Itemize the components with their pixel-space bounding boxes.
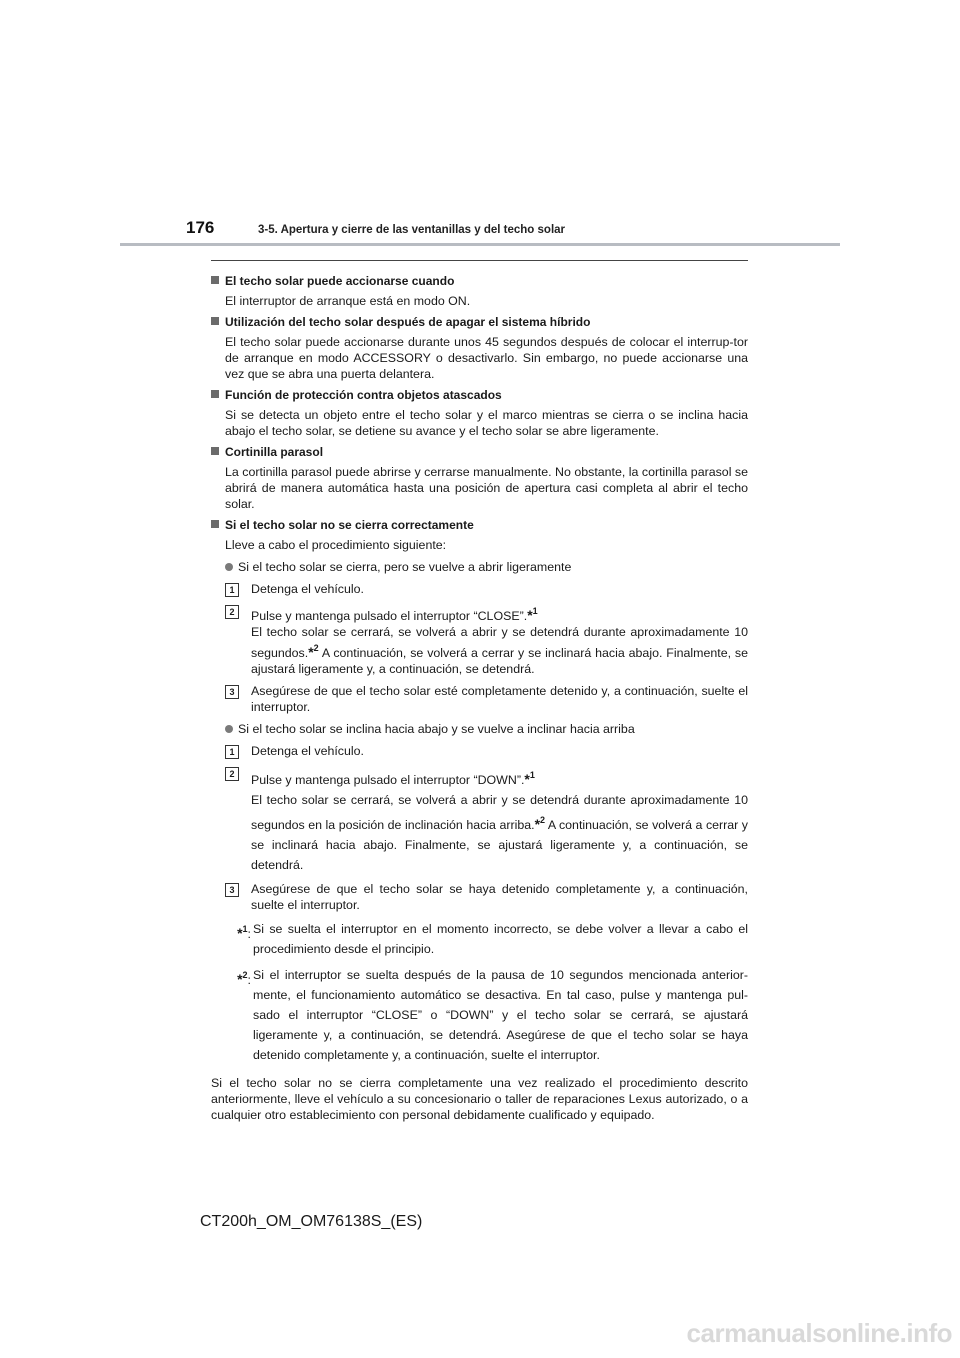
closing-paragraph: Si el techo solar no se cierra completamente una vez realizado el procedimiento descrito anteriormente, lleve el vehículo a su concesionario o taller de reparaciones Lexus autorizado, o a cualquier otro establecimiento con personal debidamente cualificado y equipado.	[211, 1076, 748, 1122]
section-text: Lleve a cabo el procedimiento siguiente:	[225, 538, 447, 552]
section-title: Función de protección contra objetos atascados	[211, 387, 748, 403]
section-text: Si se detecta un objeto entre el techo solar y el marco mientras se cierra o se inclina hacia abajo el techo solar, se detiene su avance y el techo solar se abre ligeramente.	[225, 408, 748, 438]
section-text: El techo solar puede accionarse durante unos 45 segundos después de colocar el interrup-tor de arranque en modo ACCESSORY o desactivarlo. Sin embargo, no puede accionarse una vez que se abra una puerta delantera.	[225, 335, 748, 381]
procedure-b-bullet: Si el techo solar se inclina hacia abajo y se vuelve a inclinar hacia arriba	[211, 721, 748, 737]
footnote-asterisk: *	[308, 644, 314, 660]
section-rule	[211, 260, 748, 261]
header-rule	[120, 243, 840, 246]
square-bullet-icon	[211, 520, 219, 528]
section-title: Cortinilla parasol	[211, 444, 748, 460]
footnote-asterisk: *	[237, 971, 243, 987]
footnote-asterisk: *	[524, 771, 530, 787]
watermark: carmanualsonline.info	[686, 1318, 952, 1348]
footnote-asterisk: *	[534, 816, 541, 832]
step-number-badge: 2	[225, 767, 239, 781]
procedure-a-bullet: Si el techo solar se cierra, pero se vuelve a abrir ligeramente	[211, 559, 748, 575]
footnote: *$^1$: Si se suelta el interruptor en el momento incorrecto, se debe volver a llevar a cabo el procedimiento desde el principio.	[237, 922, 748, 956]
step-number-badge: 3	[225, 883, 239, 897]
section-header-title: 3-5. Apertura y cierre de las ventanillas y del techo solar	[258, 224, 566, 236]
footnote-ref: 2	[313, 643, 319, 653]
circle-bullet-icon	[225, 725, 233, 733]
footnote-asterisk: *	[237, 925, 243, 941]
document-code: CT200h_OM_OM76138S_(ES)	[200, 1213, 423, 1230]
footnote-number: 1	[242, 924, 248, 934]
footnote-ref: 1	[532, 606, 538, 616]
square-bullet-icon	[211, 317, 219, 325]
page-number: 176	[186, 218, 215, 237]
footnote-number: 2	[242, 970, 248, 980]
procedure-a-step-2: 2 Pulse y mantenga pulsado el interruptor “CLOSE”.*$^1$ El techo solar se cerrará, se volverá a abrir y se detendrá durante aproximadamente 10 segundos.*$^2$ A continuación, se volverá a cerrar y se inclinará hacia abajo. Finalmente, se ajustará ligeramente y, a continuación, se detendrá.	[225, 603, 748, 677]
step-number-badge: 3	[225, 685, 239, 699]
circle-bullet-icon	[225, 563, 233, 571]
square-bullet-icon	[211, 390, 219, 398]
footnote: *$^2$: Si el interruptor se suelta después de la pausa de 10 segundos mencionada anterior-mente, el funcionamiento automático se desactiva. En tal caso, pulse y mantenga pul-sado el interruptor “CLOSE” o “DOWN” y el techo solar se cerrará, se ajustará ligeramente y, a continuación, se detendrá. Asegúrese de que el techo solar se haya detenido completamente y, a continuación, suelte el interruptor.	[237, 968, 748, 1062]
procedure-b-step-2: 2 Pulse y mantenga pulsado el interruptor “DOWN”.*$^1$ El techo solar se cerrará, se volverá a abrir y se detendrá durante aproximadamente 10 segundos en la posición de inclinación hacia arriba.*$^2$ A continuación, se volverá a cerrar y se inclinará hacia abajo. Finalmente, se ajustará ligeramente y, a continuación, se detendrá.	[225, 765, 748, 875]
page-content	[211, 268, 748, 1123]
procedure-a-step-3: 3 Asegúrese de que el techo solar esté completamente detenido y, a continuación, suelte el interruptor.	[225, 683, 748, 715]
square-bullet-icon	[211, 447, 219, 455]
step-number-badge: 2	[225, 605, 239, 619]
section-text: El interruptor de arranque está en modo ON.	[225, 294, 471, 308]
square-bullet-icon	[211, 276, 219, 284]
procedure-b-step-1: 1 Detenga el vehículo.	[225, 743, 748, 759]
footnote-ref: 1	[529, 770, 535, 780]
section-title: Utilización del techo solar después de apagar el sistema híbrido	[211, 314, 748, 330]
procedure-a-step-1: 1 Detenga el vehículo.	[225, 581, 748, 597]
section-text: La cortinilla parasol puede abrirse y cerrarse manualmente. No obstante, la cortinilla parasol se abrirá de manera automática hasta una posición de apertura casi completa al abrir el techo solar.	[225, 465, 748, 511]
section-title: El techo solar puede accionarse cuando	[211, 273, 748, 289]
step-number-badge: 1	[225, 583, 239, 597]
footnote-ref: 2	[540, 815, 546, 825]
footnote-asterisk: *	[527, 607, 533, 623]
step-number-badge: 1	[225, 745, 239, 759]
section-title: Si el techo solar no se cierra correctamente	[211, 517, 748, 533]
procedure-b-step-3: 3 Asegúrese de que el techo solar se haya detenido completamente y, a continuación, suelte el interruptor.	[225, 881, 748, 913]
